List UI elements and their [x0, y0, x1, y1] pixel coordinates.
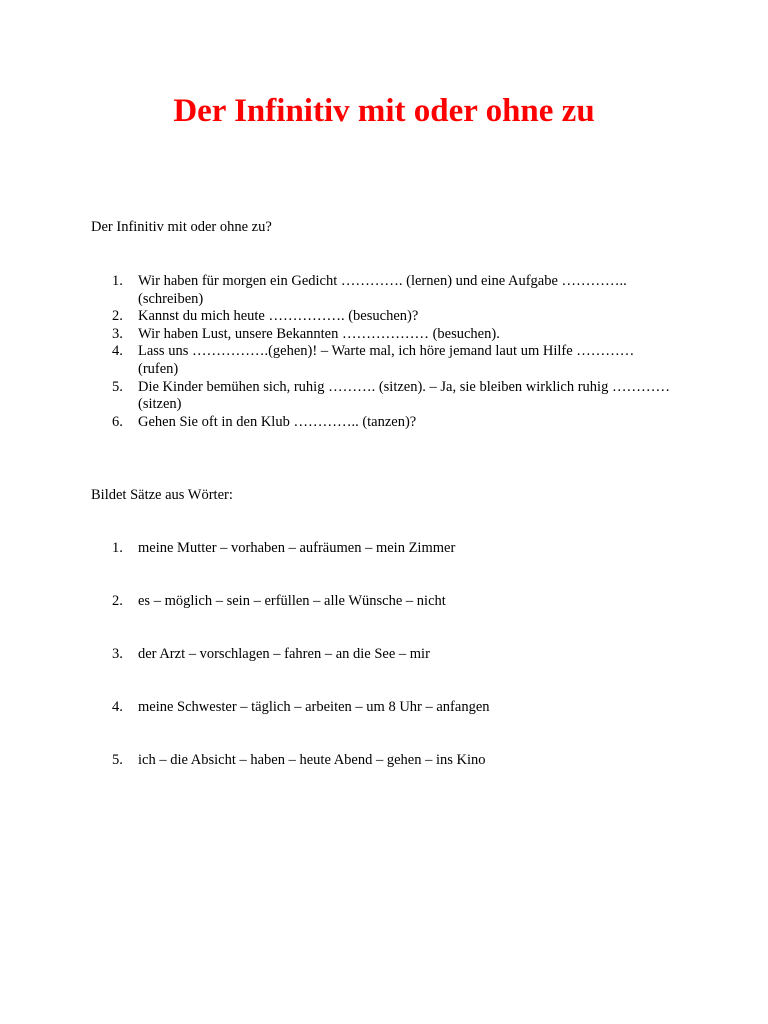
list-item [0, 326, 678, 344]
list-item-text: Wir haben für morgen ein Gedicht …………. (lernen) und eine Aufgabe ………….. (schreiben) [138, 273, 627, 307]
list-item [0, 308, 678, 326]
list-item-number: 5. [112, 378, 123, 395]
exercise1-list [0, 273, 678, 431]
exercise1-heading: Der Infinitiv mit oder ohne zu? [91, 219, 272, 235]
list-item [0, 540, 678, 558]
list-item [0, 646, 678, 664]
list-item [0, 379, 678, 414]
list-item-number: 2. [112, 308, 123, 325]
list-item [0, 699, 678, 717]
list-item-text: meine Mutter – vorhaben – aufräumen – mein Zimmer [138, 540, 456, 556]
list-item [0, 343, 678, 378]
exercise2-heading: Bildet Sätze aus Wörter: [91, 487, 233, 503]
list-item-text: Kannst du mich heute ……………. (besuchen)? [138, 308, 419, 325]
list-item [0, 593, 678, 611]
list-item-text: ich – die Absicht – haben – heute Abend – gehen – ins Kino [138, 752, 486, 769]
page-title: Der Infinitiv mit oder ohne zu [173, 93, 595, 129]
list-item-number: 4. [112, 699, 123, 716]
list-item-text: meine Schwester – täglich – arbeiten – um 8 Uhr – anfangen [138, 699, 490, 716]
list-item-text: Die Kinder bemühen sich, ruhig ………. (sitzen). – Ja, sie bleiben wirklich ruhig …………(sitzen) [138, 378, 670, 413]
list-item-number: 3. [112, 646, 123, 663]
list-item [0, 273, 678, 308]
exercise2-list [0, 540, 678, 805]
list-item [0, 414, 678, 432]
list-item-number: 5. [112, 752, 123, 769]
list-item-number: 1. [112, 540, 123, 556]
list-item-number: 3. [112, 325, 123, 342]
list-item [0, 752, 678, 770]
list-item-text: es – möglich – sein – erfüllen – alle Wünsche – nicht [138, 593, 446, 610]
list-item-text: der Arzt – vorschlagen – fahren – an die See – mir [138, 646, 430, 663]
list-item-number: 6. [112, 413, 123, 430]
list-item-number: 2. [112, 593, 123, 610]
list-item-text: Gehen Sie oft in den Klub ………….. (tanzen)? [138, 413, 417, 430]
list-item-number: 1. [112, 273, 123, 289]
list-item-number: 4. [112, 343, 123, 360]
list-item-text: Lass uns …………….(gehen)! – Warte mal, ich höre jemand laut um Hilfe ………… (rufen) [138, 343, 635, 377]
list-item-text: Wir haben Lust, unsere Bekannten ……………… (besuchen). [138, 325, 500, 342]
